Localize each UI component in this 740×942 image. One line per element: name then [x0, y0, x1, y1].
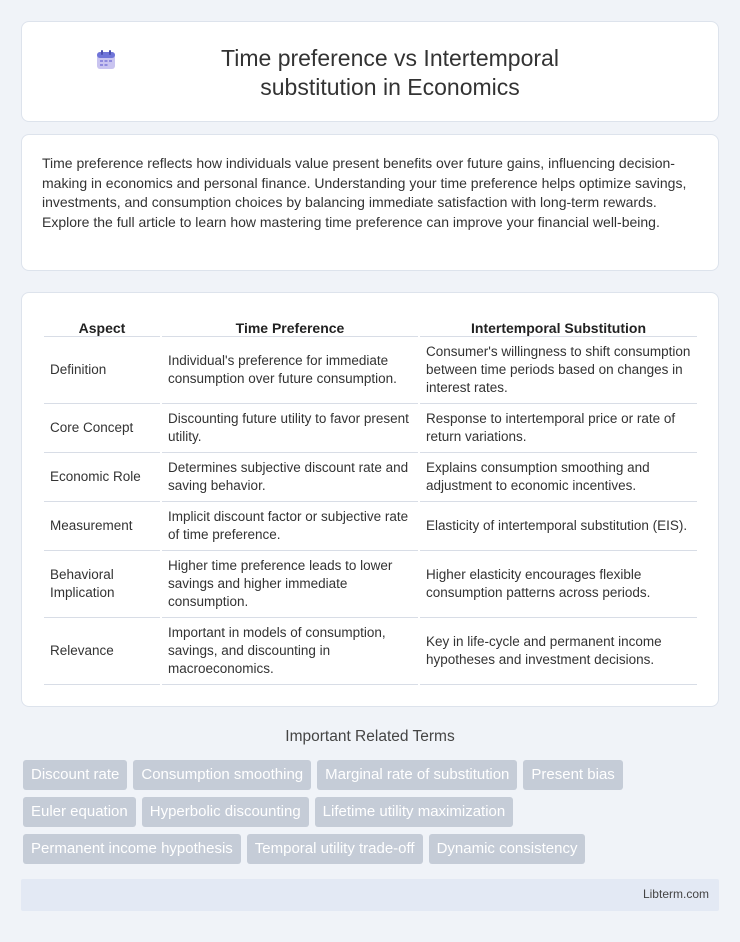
- column-header-time-preference: Time Preference: [162, 315, 418, 337]
- related-term-tag[interactable]: Marginal rate of substitution: [317, 760, 517, 790]
- comparison-table-card: [21, 292, 719, 707]
- related-term-tag[interactable]: Present bias: [523, 760, 622, 790]
- table-row: [44, 404, 697, 453]
- table-cell-time-preference: Discounting future utility to favor present utility.: [162, 404, 418, 453]
- table-cell-time-preference: Implicit discount factor or subjective rate of time preference.: [162, 502, 418, 551]
- column-header-intertemporal-substitution: Intertemporal Substitution: [420, 315, 697, 337]
- intro-paragraph: Time preference reflects how individuals value present benefits over future gains, influencing decision-making in economics and personal finance. Understanding your time preference helps optimize savings, investments, and consumption choices by balancing immediate satisfaction with long-term rewards. Explore the full article to learn how mastering time preference can improve your financial well-being.: [42, 155, 687, 230]
- related-term-tag[interactable]: Discount rate: [23, 760, 127, 790]
- related-term-tag[interactable]: Temporal utility trade-off: [247, 834, 423, 864]
- table-row: [44, 618, 697, 685]
- related-term-tag[interactable]: Euler equation: [23, 797, 136, 827]
- related-terms-list: [23, 760, 703, 864]
- table-cell-intertemporal-substitution: Response to intertemporal price or rate of return variations.: [420, 404, 697, 453]
- table-cell-time-preference: Important in models of consumption, savings, and discounting in macroeconomics.: [162, 618, 418, 685]
- table-cell-aspect: Measurement: [44, 502, 160, 551]
- related-term-tag[interactable]: Lifetime utility maximization: [315, 797, 514, 827]
- table-row: [44, 453, 697, 502]
- intro-card: [21, 134, 719, 271]
- table-header-row: [44, 315, 697, 337]
- table-cell-aspect: Behavioral Implication: [44, 551, 160, 618]
- table-row: [44, 502, 697, 551]
- table-cell-intertemporal-substitution: Consumer's willingness to shift consumption between time periods based on changes in interest rates.: [420, 337, 697, 404]
- table-cell-intertemporal-substitution: Explains consumption smoothing and adjustment to economic incentives.: [420, 453, 697, 502]
- related-term-tag[interactable]: Hyperbolic discounting: [142, 797, 309, 827]
- table-cell-aspect: Core Concept: [44, 404, 160, 453]
- title-card: [21, 21, 719, 122]
- table-cell-intertemporal-substitution: Key in life-cycle and permanent income hypotheses and investment decisions.: [420, 618, 697, 685]
- related-term-tag[interactable]: Dynamic consistency: [429, 834, 586, 864]
- table-cell-intertemporal-substitution: Elasticity of intertemporal substitution (EIS).: [420, 502, 697, 551]
- footer-site-link[interactable]: Libterm.com: [642, 887, 709, 901]
- table-row: [44, 551, 697, 618]
- table-cell-aspect: Definition: [44, 337, 160, 404]
- related-terms-heading: Important Related Terms: [285, 728, 455, 745]
- footer: [21, 879, 719, 911]
- column-header-aspect: Aspect: [44, 315, 160, 337]
- table-cell-aspect: Economic Role: [44, 453, 160, 502]
- table-cell-intertemporal-substitution: Higher elasticity encourages flexible consumption patterns across periods.: [420, 551, 697, 618]
- table-cell-time-preference: Higher time preference leads to lower savings and higher immediate consumption.: [162, 551, 418, 618]
- table-cell-time-preference: Individual's preference for immediate consumption over future consumption.: [162, 337, 418, 404]
- table-row: [44, 337, 697, 404]
- related-term-tag[interactable]: Consumption smoothing: [133, 760, 311, 790]
- comparison-table: [42, 315, 699, 685]
- page-title: Time preference vs Intertemporal substitution in Economics: [221, 45, 559, 100]
- related-term-tag[interactable]: Permanent income hypothesis: [23, 834, 241, 864]
- table-cell-time-preference: Determines subjective discount rate and saving behavior.: [162, 453, 418, 502]
- table-cell-aspect: Relevance: [44, 618, 160, 685]
